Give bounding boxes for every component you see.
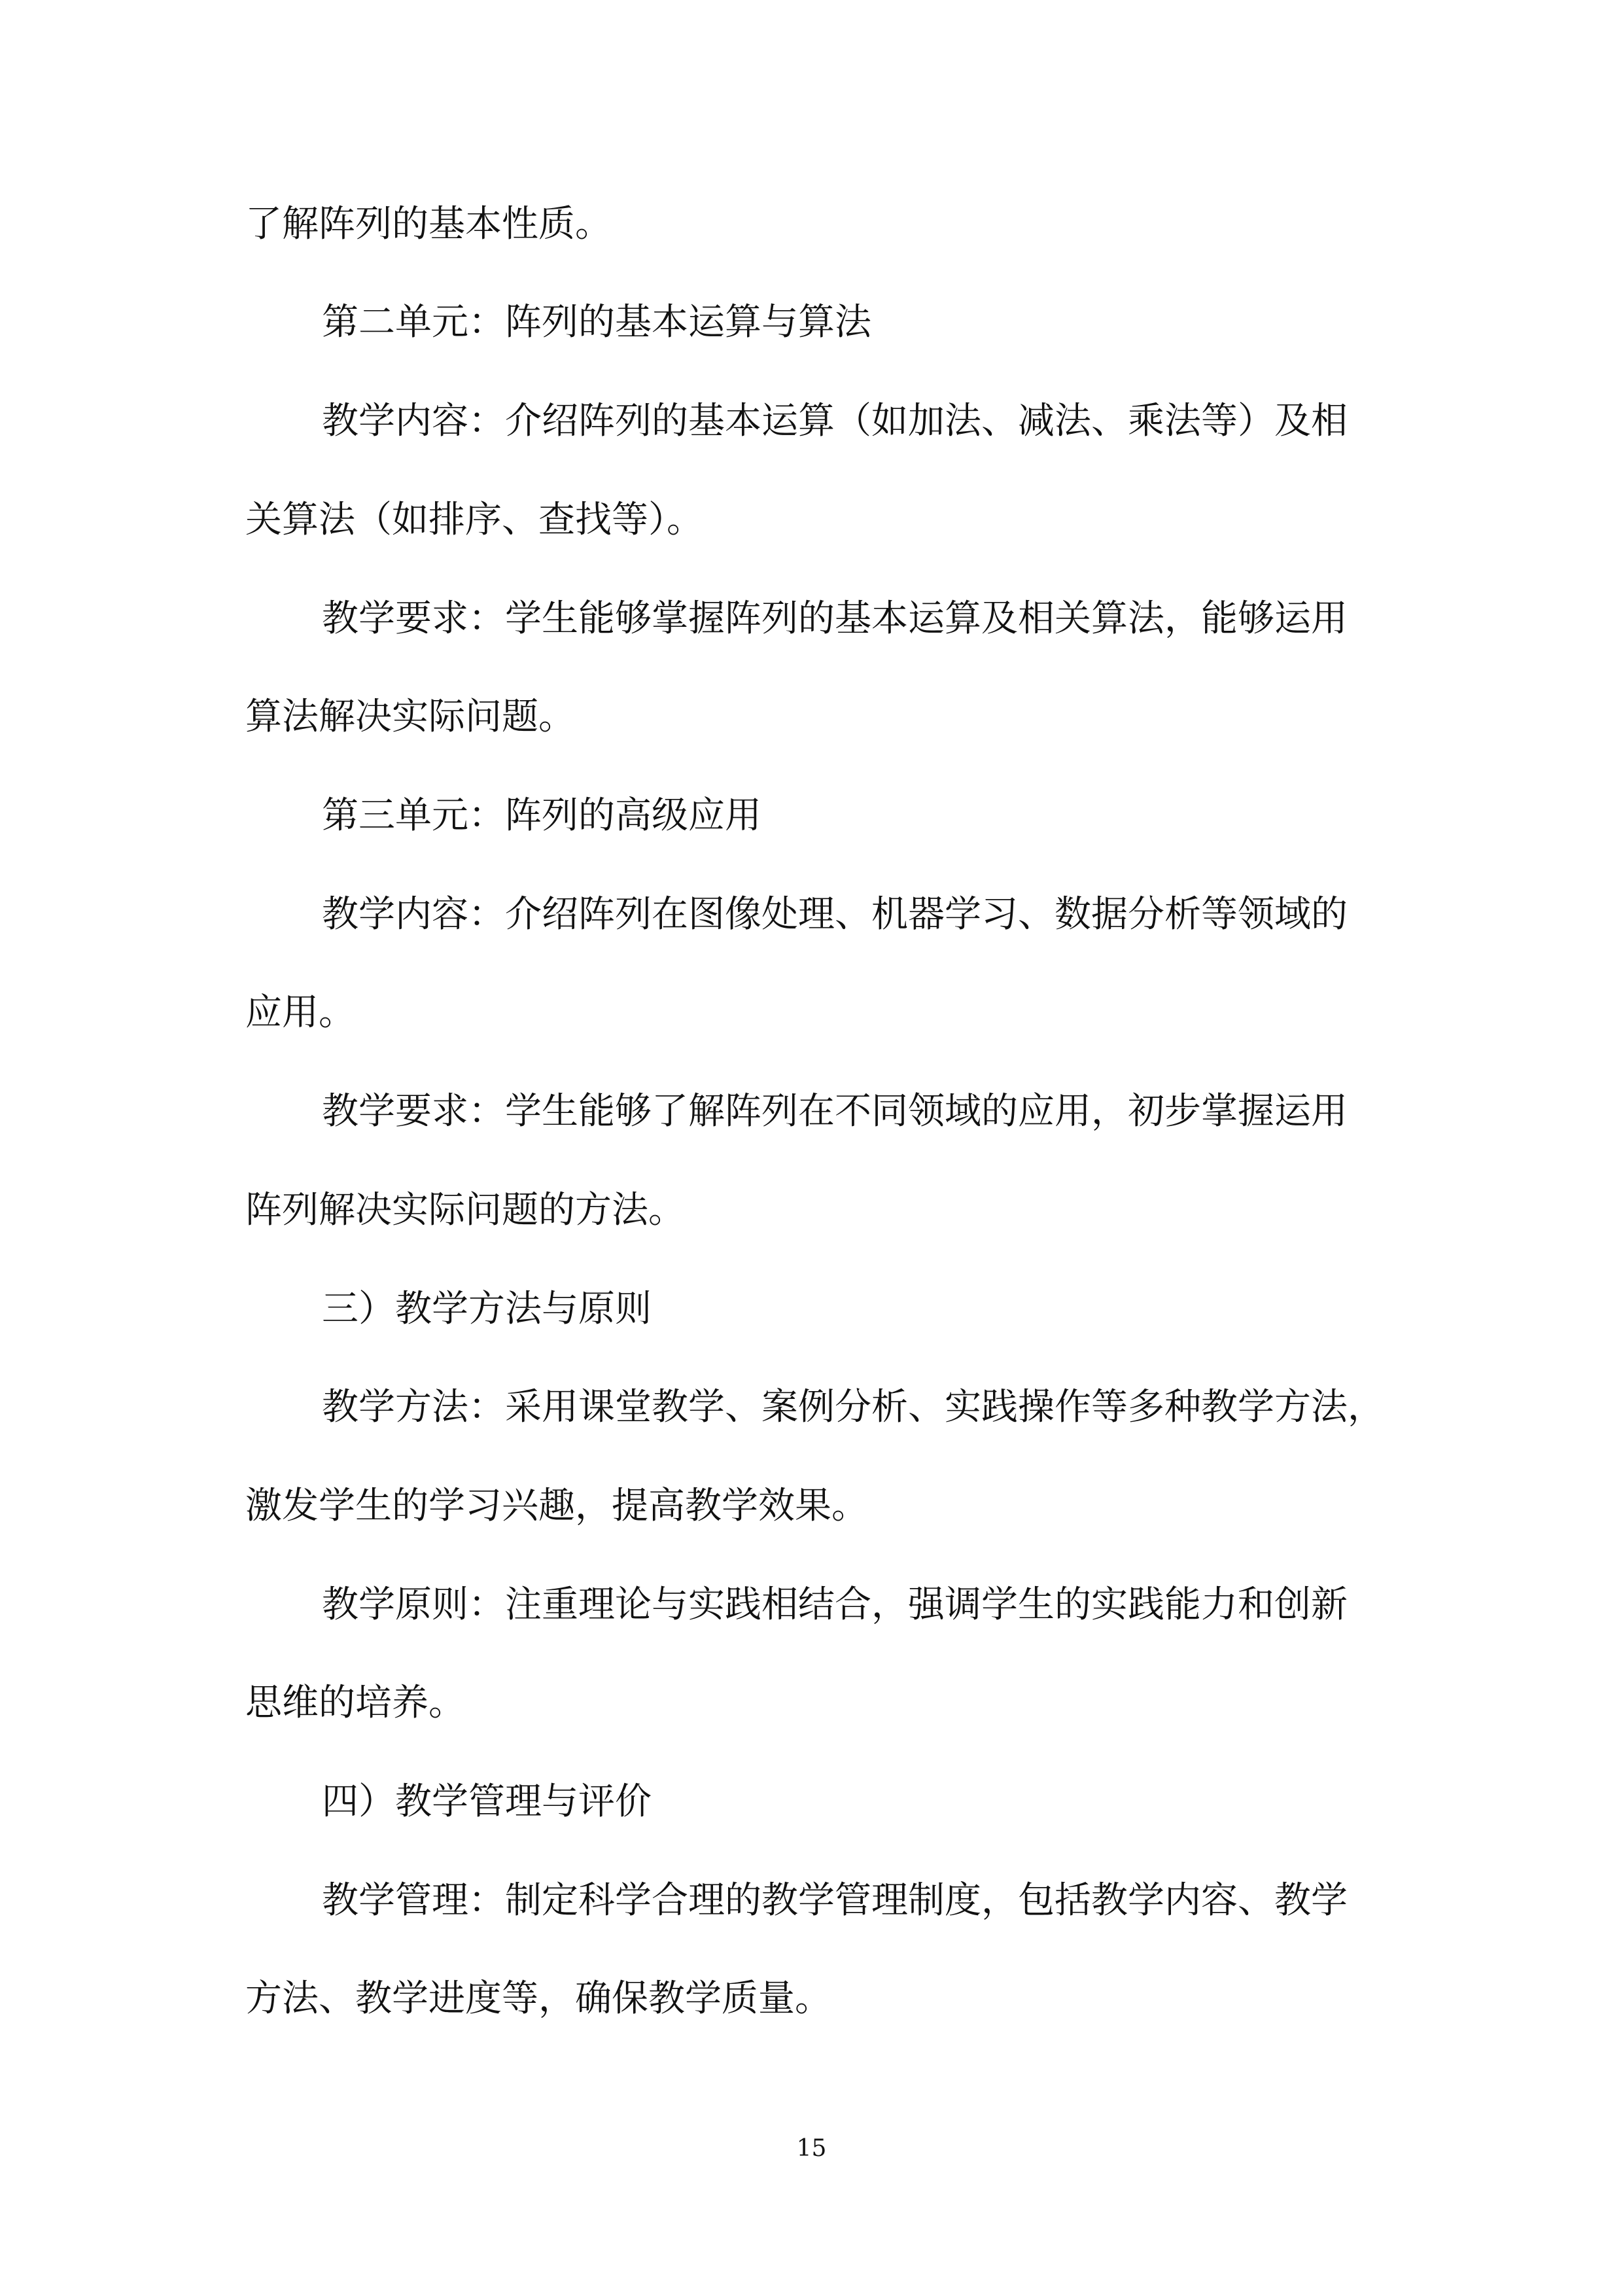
section-heading: 三）教学方法与原则 (322, 1288, 652, 1330)
section-heading: 四）教学管理与评价 (322, 1780, 652, 1823)
unit-heading: 第二单元：阵列的基本运算与算法 (322, 301, 871, 344)
text-line: 教学方法：采用课堂教学、案例分析、实践操作等多种教学方法， (322, 1386, 1384, 1428)
text-line: 教学管理：制定科学合理的教学管理制度，包括教学内容、教学 (322, 1879, 1348, 1922)
text-line: 教学原则：注重理论与实践相结合，强调学生的实践能力和创新 (322, 1583, 1348, 1626)
text-line: 教学内容：介绍阵列的基本运算（如加法、减法、乘法等）及相 (322, 400, 1348, 442)
text-line: 应用。 (245, 991, 355, 1034)
unit-heading: 第三单元：阵列的高级应用 (322, 794, 761, 837)
text-line: 了解阵列的基本性质。 (245, 203, 612, 245)
text-line: 教学内容：介绍阵列在图像处理、机器学习、数据分析等领域的 (322, 893, 1348, 936)
text-line: 激发学生的学习兴趣，提高教学效果。 (245, 1485, 868, 1527)
text-line: 教学要求：学生能够掌握阵列的基本运算及相关算法，能够运用 (322, 597, 1348, 640)
text-line: 教学要求：学生能够了解阵列在不同领域的应用，初步掌握运用 (322, 1090, 1348, 1133)
text-line: 阵列解决实际问题的方法。 (245, 1189, 685, 1231)
text-line: 关算法（如排序、查找等）。 (245, 499, 703, 541)
text-line: 方法、教学进度等，确保教学质量。 (245, 1977, 831, 2020)
page-number: 15 (796, 2135, 827, 2162)
text-line: 思维的培养。 (245, 1682, 465, 1724)
text-line: 算法解决实际问题。 (245, 696, 575, 738)
